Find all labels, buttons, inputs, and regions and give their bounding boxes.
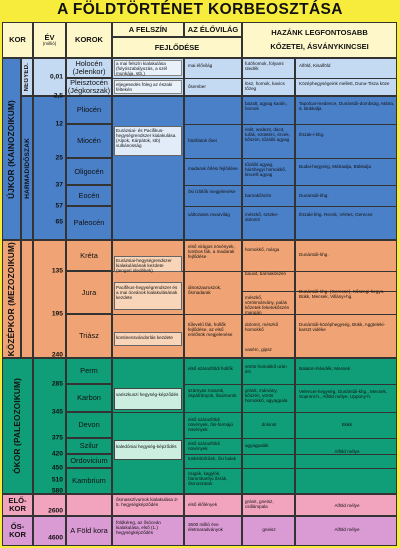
felszin-holocen: a mai felszín kialakulása (folyószabályozás, a szél munkája, stb.) <box>116 61 168 77</box>
row-divider <box>184 454 397 455</box>
era-kozepkor-label: KÖZÉPKOR (MEZOZOIKUM) <box>7 241 16 357</box>
era-ujkor <box>2 58 21 240</box>
row-divider <box>184 384 397 385</box>
year-57: 57 <box>55 202 63 210</box>
eloviliag-kreta: első virágos növények, lombos fák, a madarak fejlődése <box>188 244 235 260</box>
hely-elokor: Alföld mélye <box>334 503 360 508</box>
period-holocen <box>66 58 112 78</box>
period-paleocen <box>66 206 112 240</box>
kozet-oskor: gneisz <box>262 527 276 532</box>
kozet-pleisztocen: lösz, homok, kavics tőzeg <box>245 81 285 92</box>
row-divider <box>184 438 397 439</box>
year-25: 25 <box>55 154 63 162</box>
header-kozetei-label: KŐZETEI, ÁSVÁNYKINCSEI <box>270 42 369 51</box>
felszin-pleisztocen: eljegesedés föleg az északi féltekén <box>116 82 173 93</box>
eloviliag-jura: dinoszauruszok, ősmadarak <box>188 285 222 296</box>
eloviliag-harmad: házillatok ősei <box>188 138 217 143</box>
header-eloviliag-label: AZ ÉLŐVILÁG <box>187 24 239 34</box>
period-szilur <box>66 438 112 454</box>
felszin-kreta: Eurázsiai-hegységrendszer kialakulásának kezdete (tengeri üledékek) <box>116 258 172 274</box>
period-perm-label: Perm <box>80 366 98 376</box>
period-devon-label: Devon <box>78 420 100 430</box>
period-elokor <box>66 494 112 516</box>
year-510: 510 <box>51 476 63 484</box>
hely-paleocen: Északi-khg. Recsk, Vértes, Gerecse <box>299 212 373 217</box>
kozet-kreta2: bauxit, barnakőszén <box>245 271 287 276</box>
eloviliag-karbon: szárnyas rovarok, óspáfrányok, ősazsurok <box>188 388 237 399</box>
period-ordovicium-label: Ordovicium <box>70 456 108 466</box>
header-ev-unit: (millió) <box>42 40 57 46</box>
period-ordovicium <box>66 454 112 468</box>
era-okor <box>2 358 33 494</box>
year-2600: 2600 <box>48 507 63 515</box>
hely-pliocen: Tapolcai-medence, Dunántúli-dombság, Mátra, ä. Bükkalja <box>299 101 395 112</box>
hely-triasz: Dunántúli-középhegység, Bükk, Aggteleki-karszt vidéke <box>299 322 386 333</box>
row-divider <box>184 158 397 159</box>
eloviliag-kambrium: csigák, kagylók, háromkaréjú ősrák, ősmoszatok <box>188 471 228 487</box>
kozet-jura: mészkő, vörösmárvány, palás kőzetek feketekőszén mangán <box>245 295 290 316</box>
felszin-jura: Pacifikus-hegységrendszer és a mai óceánok kialakulásának kezdete <box>116 285 178 301</box>
hely-szilur: Alföld mélye <box>334 449 360 454</box>
kozet-oligocen: tűzálló agyag, hárshegyi homokkő, kiscelli agyag <box>245 162 287 178</box>
era-negyed <box>21 58 33 96</box>
kozet-perm: vörös homokkő urán érc <box>245 364 287 375</box>
eloviliag-perm: első szárazföldi hüllők <box>188 366 233 371</box>
kozet-triasz: dolomit, mészkő homokkő <box>245 322 279 333</box>
hely-miocen: Észak-i-khg. <box>299 132 325 137</box>
year-cell-archean <box>33 516 66 546</box>
period-perm <box>66 358 112 384</box>
hely-pleisztocen: Középhegységeink mellett, Duna-Tisza köze <box>299 81 390 86</box>
kozet-devon: dolomit <box>261 422 277 427</box>
era-oskor <box>2 516 33 546</box>
year-285: 285 <box>51 380 63 388</box>
period-triasz-label: Triász <box>79 331 99 341</box>
felszin-variszkuszi: variszkuszi hegység-képződés <box>116 392 179 397</box>
period-kambrium-label: Kambrium <box>72 476 106 486</box>
felszin-oskor: földkéreg, az ősóceán kialakulása, első (1.) hegységképződés <box>116 520 161 536</box>
hely-jura: Dunántúli-khg. (Gerecse), Kőszegi-hegys. Bükk, Mecsek, Villányi-hg. <box>299 289 385 300</box>
eloviliag-pleisztocen: ősember <box>188 84 206 89</box>
period-karbon <box>66 384 112 412</box>
era-ujkor-label: ÚJKOR (KAINOZOIKUM) <box>7 99 16 199</box>
header-eloviliag <box>184 22 242 37</box>
row-divider <box>184 124 397 125</box>
header-ev <box>33 22 66 58</box>
kozet-kreta: homokkő, márga <box>245 247 280 252</box>
kozet-eocen: barnakőszén <box>245 193 272 198</box>
year-65: 65 <box>55 218 63 226</box>
year-240: 240 <box>51 351 63 359</box>
year-580: 580 <box>51 487 63 495</box>
period-miocen-label: Miocén <box>77 136 101 146</box>
hely-kreta: Dunántúli-khg. <box>299 252 329 257</box>
year-375: 375 <box>51 434 63 442</box>
year-420: 420 <box>51 450 63 458</box>
header-hazank-label: HAZÁNK LEGFONTOSABB <box>271 28 368 38</box>
year-4600: 4600 <box>48 534 63 542</box>
header-kor-label: KOR <box>9 35 26 45</box>
felszin-triasz: kontinensvándorlás kezdete <box>116 335 173 340</box>
eloviliag-ordovicium: tüskésbőrűek, ősi halak <box>188 456 237 461</box>
period-foldkora-label: A Föld kora <box>70 526 108 536</box>
header-korok-label: KOROK <box>75 35 103 45</box>
era-kozepkor <box>2 240 21 358</box>
year-cell-mesozoic <box>33 240 66 358</box>
period-oligocen-label: Oligocén <box>74 166 104 176</box>
eloviliag-triasz: tűlevelű fák, hüllők fejlődése, az első emlősök megjelenése <box>188 322 233 338</box>
period-kambrium <box>66 468 112 494</box>
row-divider <box>112 412 184 413</box>
period-pleisztocen-label: Pleisztocén (Jégkorszak) <box>67 78 111 95</box>
header-felszin-label: A FELSZÍN <box>128 24 168 34</box>
hely-eocen: Dunántúli-khg. <box>299 193 329 198</box>
period-holocen-label: Holocén (Jelenkor) <box>72 59 106 76</box>
period-triasz <box>66 314 112 358</box>
header-hazank <box>242 22 397 58</box>
row-divider <box>112 78 397 79</box>
header-ev-label: ÉV <box>44 32 55 42</box>
year-345: 345 <box>51 408 63 416</box>
period-oligocen <box>66 158 112 185</box>
kozet-holocen: futóhomok, folyami üledék <box>245 61 284 72</box>
year-135: 135 <box>51 267 63 275</box>
era-oskor-label: ŐS-KOR <box>9 522 26 539</box>
felszin-kaledoniai-box <box>114 440 182 460</box>
header-kor <box>2 22 33 58</box>
felszin-kaledoniai: kaledóniai hegység-képződés <box>116 444 177 449</box>
hely-holocen: Alföld, Kisalföld <box>299 63 331 68</box>
hely-perm: Balaton-felvidék, Mecsek <box>299 366 351 371</box>
period-jura-label: Jura <box>81 287 97 297</box>
era-elokor <box>2 494 33 516</box>
eloviliag-devon: első szárazföldi növények, ősi-formájú növények <box>188 417 233 433</box>
kozet-szilur: agyagpalák <box>245 443 269 448</box>
period-eocen-label: Eocén <box>78 190 100 200</box>
header-fejlodese-label: FEJLŐDÉSE <box>154 42 200 52</box>
era-elokor-label: ELŐ-KOR <box>8 496 27 513</box>
header-korok <box>66 22 112 58</box>
kozet-paleocen: mészkő, szürke-dolomit <box>245 212 279 223</box>
era-harmad-label: HARMADIDŐSZAK <box>23 137 31 199</box>
kozet-miocen: riolit, andezit, dácit, tufák, ezüstérc, ércek, kőszén, tűzálló agyag <box>245 127 290 143</box>
hely-oskor: Alföld mélye <box>334 527 360 532</box>
kozet-triasz2: vasérc, gipsz <box>245 347 272 352</box>
period-devon <box>66 412 112 438</box>
era-negyed-label: NEGYED. <box>24 62 30 92</box>
kozet-pliocen: bazalt, agyag kaolin, homok <box>245 101 287 112</box>
period-karbon-label: Karbon <box>77 393 101 403</box>
row-divider <box>184 412 397 413</box>
eloviliag-eocen: ősi ízlölők megjelenése <box>188 189 236 194</box>
period-paleocen-label: Paleocén <box>73 218 105 228</box>
year-cell-paleozoic <box>33 358 66 494</box>
kozet-karbon: gránit, márvány, kőszén, vörös homokkő, agyagpala <box>245 388 288 404</box>
year-12: 12 <box>55 120 63 128</box>
row-divider <box>184 468 397 469</box>
felszin-elokor: ősmasszívumok kialakulása 2-5. hegységképződés <box>116 497 179 508</box>
period-miocen <box>66 124 112 158</box>
year-195: 195 <box>51 310 63 318</box>
period-pliocen <box>66 96 112 124</box>
eloviliag-paleocen: változatos rovarvilág <box>188 212 230 217</box>
eloviliag-oskor: 3600 millió éve életmaradványok <box>188 522 223 533</box>
period-szilur-label: Szilur <box>79 441 99 451</box>
eloviliag-oligocen: madarak őrlési fejlődése <box>188 166 238 171</box>
year-0-01: 0,01 <box>49 73 63 81</box>
era-okor-label: ÓKOR (PALEOZOIKUM) <box>13 378 22 474</box>
row-divider <box>184 206 397 207</box>
era-kozepkor-fill <box>21 240 33 358</box>
period-pleisztocen <box>66 78 112 96</box>
page-title: A FÖLDTÖRTÉNET KORBEOSZTÁSA <box>57 1 343 18</box>
period-jura <box>66 271 112 314</box>
kozet-elokor: gránit, gneisz, csillámpala <box>245 499 274 510</box>
header-felszin <box>112 22 184 37</box>
row-divider <box>184 185 397 186</box>
header-fejlodese <box>112 37 242 58</box>
period-pliocen-label: Pliocén <box>76 105 102 115</box>
period-eocen <box>66 185 112 206</box>
hely-oligocen: Budai-hegység, Mátraalja, Bükkalja <box>299 164 372 169</box>
hely-devon: Bükk <box>341 422 353 427</box>
year-37: 37 <box>55 181 63 189</box>
year-2-5: 2,5 <box>53 92 63 100</box>
period-kreta <box>66 240 112 271</box>
eloviliag-holocen: mai élővilág <box>188 63 213 68</box>
hely-karbon: Velencei-hegység, Dunántúli-khg., Mecsek, Soproni-h., Alföld mélye, Uppony-h. <box>299 389 388 400</box>
period-kreta-label: Kréta <box>80 250 98 260</box>
era-harmad <box>21 96 33 240</box>
felszin-harmad: Eurázsiai- és Pacifikus-hegységrendszer kialakulása. (Alpok, Kárpátok, stb) vulkánosság <box>116 128 177 149</box>
eloviliag-elokor: első élőlények <box>188 502 218 507</box>
period-foldkora <box>66 516 112 546</box>
eloviliag-szilur: első szárazföldi növények <box>188 441 220 452</box>
year-450: 450 <box>51 464 63 472</box>
